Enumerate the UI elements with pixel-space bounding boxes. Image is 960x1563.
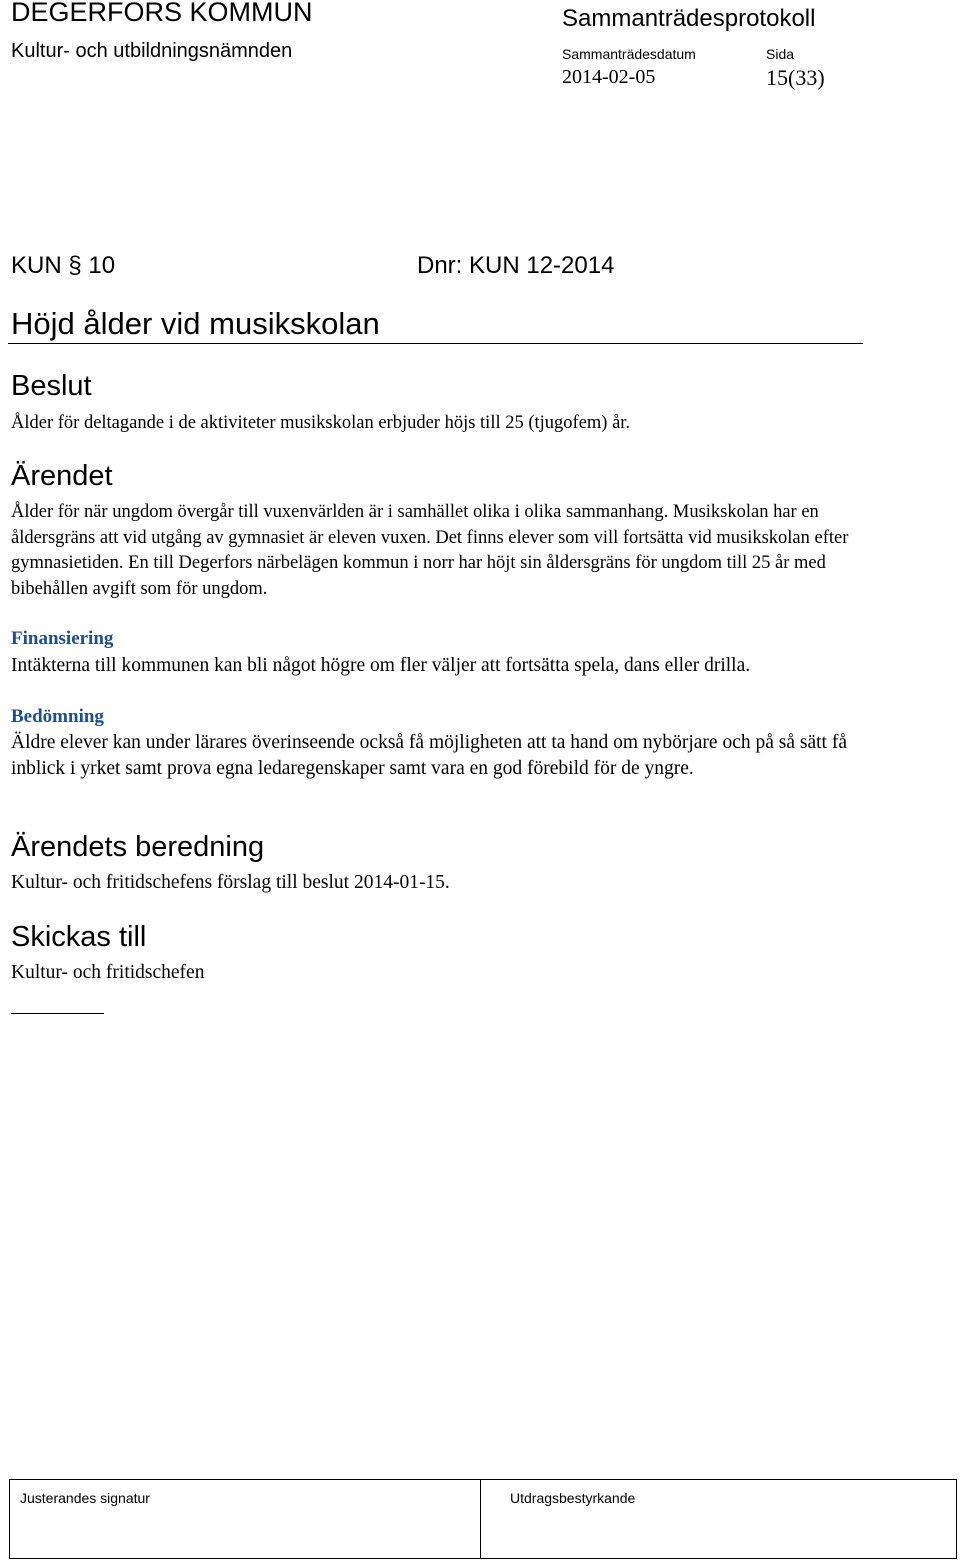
signature-cell — [10, 1480, 481, 1558]
section-heading-finansiering: Finansiering — [11, 628, 114, 649]
title-divider — [8, 343, 863, 344]
section-heading-bedomning: Bedömning — [11, 706, 104, 727]
section-text-beslut: Ålder för deltagande i de aktiviteter musikskolan erbjuder höjs till 25 (tjugofem) år. — [11, 413, 631, 433]
section-heading-beredning: Ärendets beredning — [11, 831, 265, 863]
document-type: Sammanträdesprotokoll — [562, 5, 816, 32]
signature-table — [9, 1479, 957, 1559]
section-text-finansiering: Intäkterna till kommunen kan bli något högre om fler väljer att fortsätta spela, dans eller drilla. — [11, 655, 751, 676]
page-label: Sida — [766, 46, 795, 62]
section-text-bedomning: Äldre elever kan under lärares överinseende också få möjligheten att ta hand om nybörjare och på så sätt få inblick i yrket samt prova egna ledaregenskaper samt vara en god förebild för de yngre. — [11, 732, 847, 779]
case-title: Höjd ålder vid musikskolan — [11, 306, 380, 341]
section-text-beredning: Kultur- och fritidschefens förslag till beslut 2014-01-15. — [11, 872, 450, 893]
organization-name: DEGERFORS KOMMUN — [11, 0, 313, 27]
signature-label: Justerandes signatur — [20, 1490, 150, 1506]
meeting-date-value: 2014-02-05 — [562, 66, 656, 88]
section-heading-beslut: Beslut — [11, 370, 92, 402]
certification-label: Utdragsbestyrkande — [510, 1490, 636, 1506]
meeting-date-label: Sammanträdesdatum — [562, 46, 696, 62]
section-heading-skickas-till: Skickas till — [11, 921, 147, 953]
department-name: Kultur- och utbildningsnämnden — [11, 40, 293, 62]
page-number: 15(33) — [766, 65, 825, 90]
end-divider — [11, 1013, 104, 1014]
case-number: KUN § 10 — [11, 252, 116, 279]
registration-number: Dnr: KUN 12-2014 — [417, 252, 615, 279]
certification-cell — [481, 1480, 956, 1558]
section-text-arendet: Ålder för när ungdom övergår till vuxenvärlden är i samhället olika i olika sammanhang. Musikskolan har en åldersgräns att vid utgång av gymnasiet är eleven vuxen. Det finns elever som vill fortsätta vid musikskolan efter gymnasietiden. En till Degerfors närbelägen kommun i norr har höjt sin åldersgräns för ungdom till 25 år med bibehållen avgift som för ungdom. — [11, 502, 849, 599]
section-heading-arendet: Ärendet — [11, 460, 113, 492]
section-text-skickas-till: Kultur- och fritidschefen — [11, 962, 205, 983]
